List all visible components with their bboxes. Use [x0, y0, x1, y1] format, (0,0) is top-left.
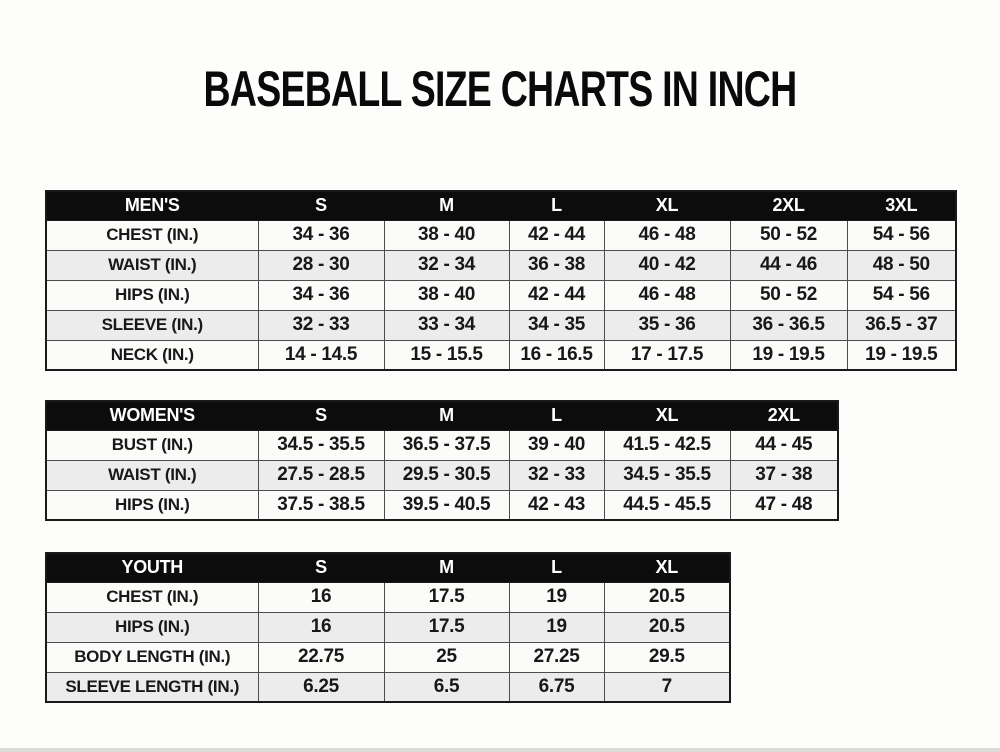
measurement-row [46, 430, 838, 460]
size-column-header: M [384, 553, 509, 582]
page-bottom-edge [0, 748, 1000, 752]
size-column-header: S [258, 401, 384, 430]
measurement-value: 14 - 14.5 [258, 340, 384, 370]
measurement-value: 36 - 38 [509, 250, 604, 280]
measurement-label: HIPS (IN.) [46, 490, 258, 520]
measurement-value: 32 - 33 [509, 460, 604, 490]
measurement-value: 35 - 36 [604, 310, 730, 340]
measurement-value: 42 - 44 [509, 280, 604, 310]
measurement-label: BUST (IN.) [46, 430, 258, 460]
measurement-label: HIPS (IN.) [46, 280, 258, 310]
measurement-value: 29.5 - 30.5 [384, 460, 509, 490]
measurement-value: 44 - 46 [730, 250, 847, 280]
measurement-label: WAIST (IN.) [46, 250, 258, 280]
measurement-value: 6.5 [384, 672, 509, 702]
mens-table-title: MEN'S [46, 191, 258, 220]
measurement-value: 29.5 [604, 642, 730, 672]
measurement-value: 17.5 [384, 582, 509, 612]
measurement-value: 22.75 [258, 642, 384, 672]
size-column-header: S [258, 191, 384, 220]
measurement-value: 34 - 36 [258, 280, 384, 310]
size-column-header: L [509, 553, 604, 582]
measurement-row [46, 220, 956, 250]
size-column-header: XL [604, 553, 730, 582]
measurement-label: CHEST (IN.) [46, 582, 258, 612]
measurement-row [46, 250, 956, 280]
measurement-value: 38 - 40 [384, 280, 509, 310]
size-column-header: 3XL [847, 191, 956, 220]
measurement-value: 50 - 52 [730, 280, 847, 310]
measurement-value: 34.5 - 35.5 [258, 430, 384, 460]
measurement-value: 36.5 - 37.5 [384, 430, 509, 460]
measurement-value: 19 [509, 582, 604, 612]
measurement-value: 19 [509, 612, 604, 642]
measurement-value: 32 - 33 [258, 310, 384, 340]
measurement-value: 16 [258, 582, 384, 612]
measurement-row [46, 490, 838, 520]
measurement-value: 19 - 19.5 [730, 340, 847, 370]
measurement-value: 36 - 36.5 [730, 310, 847, 340]
measurement-value: 36.5 - 37 [847, 310, 956, 340]
measurement-label: CHEST (IN.) [46, 220, 258, 250]
measurement-value: 39 - 40 [509, 430, 604, 460]
measurement-value: 19 - 19.5 [847, 340, 956, 370]
measurement-value: 42 - 43 [509, 490, 604, 520]
measurement-value: 20.5 [604, 582, 730, 612]
measurement-value: 54 - 56 [847, 220, 956, 250]
measurement-row [46, 310, 956, 340]
measurement-value: 20.5 [604, 612, 730, 642]
size-column-header: S [258, 553, 384, 582]
measurement-value: 34.5 - 35.5 [604, 460, 730, 490]
measurement-value: 38 - 40 [384, 220, 509, 250]
measurement-value: 50 - 52 [730, 220, 847, 250]
measurement-value: 6.75 [509, 672, 604, 702]
measurement-value: 44 - 45 [730, 430, 838, 460]
measurement-value: 17 - 17.5 [604, 340, 730, 370]
measurement-value: 16 - 16.5 [509, 340, 604, 370]
measurement-row [46, 642, 730, 672]
measurement-value: 39.5 - 40.5 [384, 490, 509, 520]
size-column-header: 2XL [730, 401, 838, 430]
size-column-header: L [509, 191, 604, 220]
measurement-value: 37.5 - 38.5 [258, 490, 384, 520]
womens-size-table [45, 400, 839, 521]
measurement-label: NECK (IN.) [46, 340, 258, 370]
measurement-value: 40 - 42 [604, 250, 730, 280]
measurement-value: 27.5 - 28.5 [258, 460, 384, 490]
measurement-value: 47 - 48 [730, 490, 838, 520]
measurement-row [46, 460, 838, 490]
measurement-value: 46 - 48 [604, 280, 730, 310]
measurement-value: 32 - 34 [384, 250, 509, 280]
measurement-row [46, 672, 730, 702]
measurement-value: 6.25 [258, 672, 384, 702]
youth-header-row [46, 553, 730, 582]
measurement-value: 7 [604, 672, 730, 702]
size-column-header: 2XL [730, 191, 847, 220]
measurement-label: SLEEVE LENGTH (IN.) [46, 672, 258, 702]
measurement-value: 37 - 38 [730, 460, 838, 490]
womens-header-row [46, 401, 838, 430]
mens-header-row [46, 191, 956, 220]
measurement-value: 48 - 50 [847, 250, 956, 280]
measurement-value: 54 - 56 [847, 280, 956, 310]
measurement-value: 25 [384, 642, 509, 672]
size-column-header: L [509, 401, 604, 430]
size-column-header: XL [604, 191, 730, 220]
womens-table-title: WOMEN'S [46, 401, 258, 430]
measurement-value: 28 - 30 [258, 250, 384, 280]
size-column-header: M [384, 401, 509, 430]
measurement-row [46, 340, 956, 370]
measurement-value: 41.5 - 42.5 [604, 430, 730, 460]
measurement-value: 33 - 34 [384, 310, 509, 340]
measurement-value: 15 - 15.5 [384, 340, 509, 370]
measurement-label: SLEEVE (IN.) [46, 310, 258, 340]
measurement-value: 34 - 36 [258, 220, 384, 250]
mens-size-table [45, 190, 957, 371]
size-column-header: XL [604, 401, 730, 430]
measurement-value: 46 - 48 [604, 220, 730, 250]
measurement-value: 34 - 35 [509, 310, 604, 340]
measurement-label: WAIST (IN.) [46, 460, 258, 490]
youth-size-table [45, 552, 731, 703]
page-title: BASEBALL SIZE CHARTS IN INCH [203, 61, 797, 117]
measurement-label: HIPS (IN.) [46, 612, 258, 642]
measurement-value: 17.5 [384, 612, 509, 642]
measurement-value: 44.5 - 45.5 [604, 490, 730, 520]
measurement-value: 42 - 44 [509, 220, 604, 250]
youth-table-title: YOUTH [46, 553, 258, 582]
size-column-header: M [384, 191, 509, 220]
measurement-row [46, 612, 730, 642]
measurement-label: BODY LENGTH (IN.) [46, 642, 258, 672]
measurement-value: 16 [258, 612, 384, 642]
measurement-value: 27.25 [509, 642, 604, 672]
measurement-row [46, 582, 730, 612]
measurement-row [46, 280, 956, 310]
